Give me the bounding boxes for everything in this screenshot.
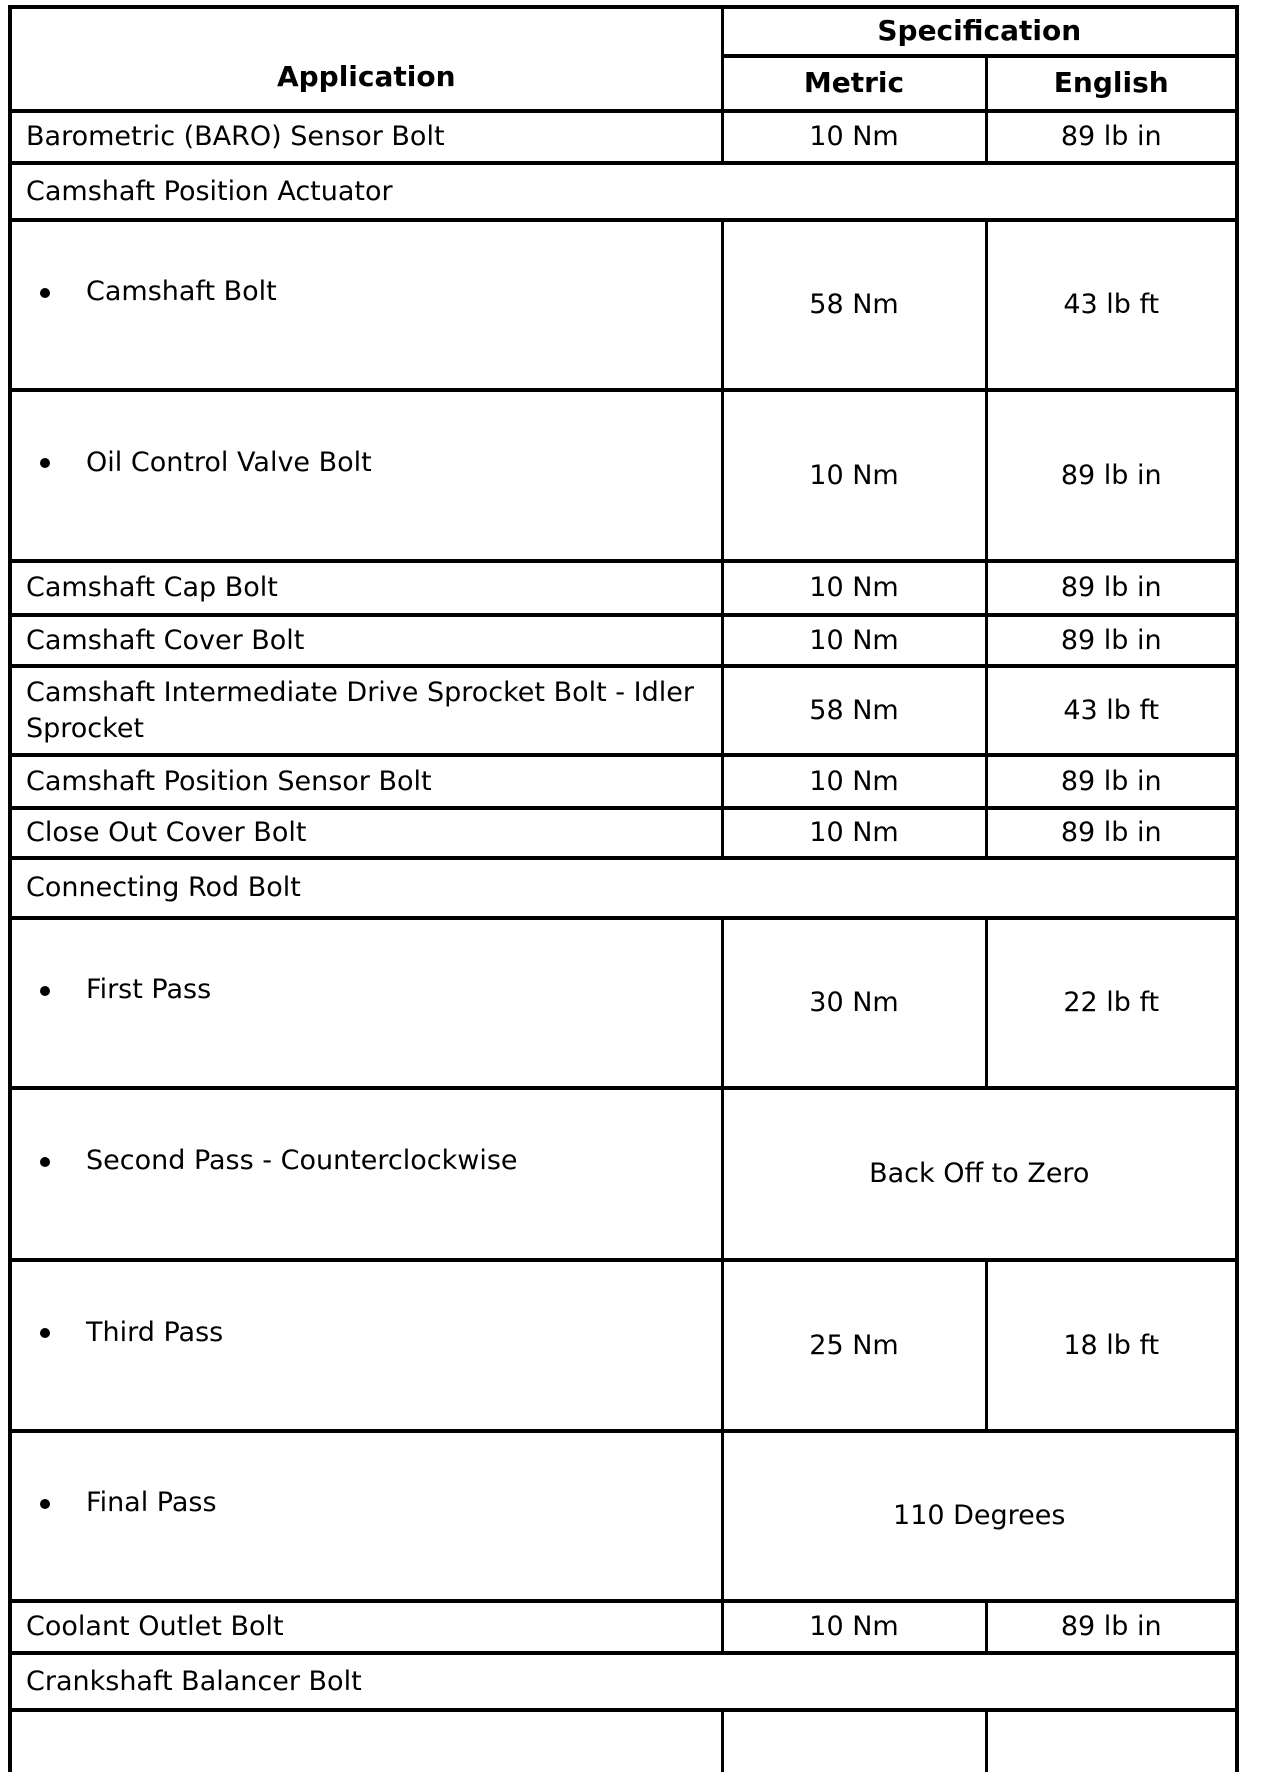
section-label-cell: Connecting Rod Bolt [10,858,1237,918]
bullet-icon [40,288,50,298]
application-cell [10,918,722,1088]
bullet-icon [40,1157,50,1167]
english-value-cell: 89 lb in [986,1601,1237,1653]
english-value-cell: 89 lb in [986,390,1237,561]
section-row [10,858,1237,918]
metric-value-cell: 10 Nm [722,808,986,858]
application-label: Final Pass [86,1487,217,1519]
english-value-cell: 89 lb in [986,111,1237,163]
metric-value-cell: 10 Nm [722,755,986,808]
metric-value-cell: 10 Nm [722,1601,986,1653]
metric-value-cell: 10 Nm [722,615,986,666]
application-cell: Close Out Cover Bolt [10,808,722,858]
application-label: Third Pass [86,1316,224,1348]
application-cell [10,1260,722,1431]
application-cell [10,390,722,561]
bullet-icon [40,458,50,468]
section-label-cell: Crankshaft Balancer Bolt [10,1653,1237,1710]
table-row [10,808,1237,858]
section-row [10,1653,1237,1710]
table-row [10,1710,1237,1772]
english-value-cell: 89 lb in [986,755,1237,808]
application-label: First Pass [86,974,212,1006]
application-label: Camshaft Bolt [86,276,277,308]
table-row [10,390,1237,561]
metric-value-cell: 30 Nm [722,918,986,1088]
metric-column-header: Metric [722,56,986,111]
application-cell: Camshaft Cap Bolt [10,561,722,615]
metric-value-cell: 10 Nm [722,561,986,615]
application-cell: Camshaft Intermediate Drive Sprocket Bolt - Idler Sprocket [10,666,722,755]
bullet-icon [40,986,50,996]
english-column-header: English [986,56,1237,111]
table-row [10,111,1237,163]
english-value-cell: 43 lb ft [986,220,1237,390]
section-label-cell: Camshaft Position Actuator [10,163,1237,220]
application-cell: Camshaft Cover Bolt [10,615,722,666]
metric-value-cell: 10 Nm [722,111,986,163]
specification-merged-cell: 110 Degrees [722,1431,1237,1601]
application-column-header: Application [10,7,722,111]
application-cell: Barometric (BARO) Sensor Bolt [10,111,722,163]
english-value-cell: 89 lb in [986,561,1237,615]
table-row [10,561,1237,615]
table-row [10,1601,1237,1653]
metric-value-cell: 58 Nm [722,220,986,390]
application-cell [10,1431,722,1601]
empty-application-cell [10,1710,722,1772]
english-value-cell: 89 lb in [986,808,1237,858]
metric-value-cell: 10 Nm [722,390,986,561]
empty-english-cell [986,1710,1237,1772]
specification-column-header: Specification [722,7,1237,56]
table-row [10,1260,1237,1431]
english-value-cell: 22 lb ft [986,918,1237,1088]
header-row-specification [10,7,1237,56]
application-label: Second Pass - Counterclockwise [86,1145,518,1177]
bullet-icon [40,1328,50,1338]
empty-metric-cell [722,1710,986,1772]
torque-spec-table [8,5,1239,1772]
table-row [10,918,1237,1088]
metric-value-cell: 58 Nm [722,666,986,755]
table-row [10,755,1237,808]
section-row [10,163,1237,220]
application-cell [10,1088,722,1260]
table-row [10,1088,1237,1260]
english-value-cell: 18 lb ft [986,1260,1237,1431]
application-label: Oil Control Valve Bolt [86,446,372,478]
table-row [10,666,1237,755]
specification-merged-cell: Back Off to Zero [722,1088,1237,1260]
metric-value-cell: 25 Nm [722,1260,986,1431]
table-row [10,1431,1237,1601]
english-value-cell: 43 lb ft [986,666,1237,755]
table-row [10,220,1237,390]
application-cell [10,220,722,390]
english-value-cell: 89 lb in [986,615,1237,666]
bullet-icon [40,1499,50,1509]
table-row [10,615,1237,666]
application-cell: Camshaft Position Sensor Bolt [10,755,722,808]
application-cell: Coolant Outlet Bolt [10,1601,722,1653]
